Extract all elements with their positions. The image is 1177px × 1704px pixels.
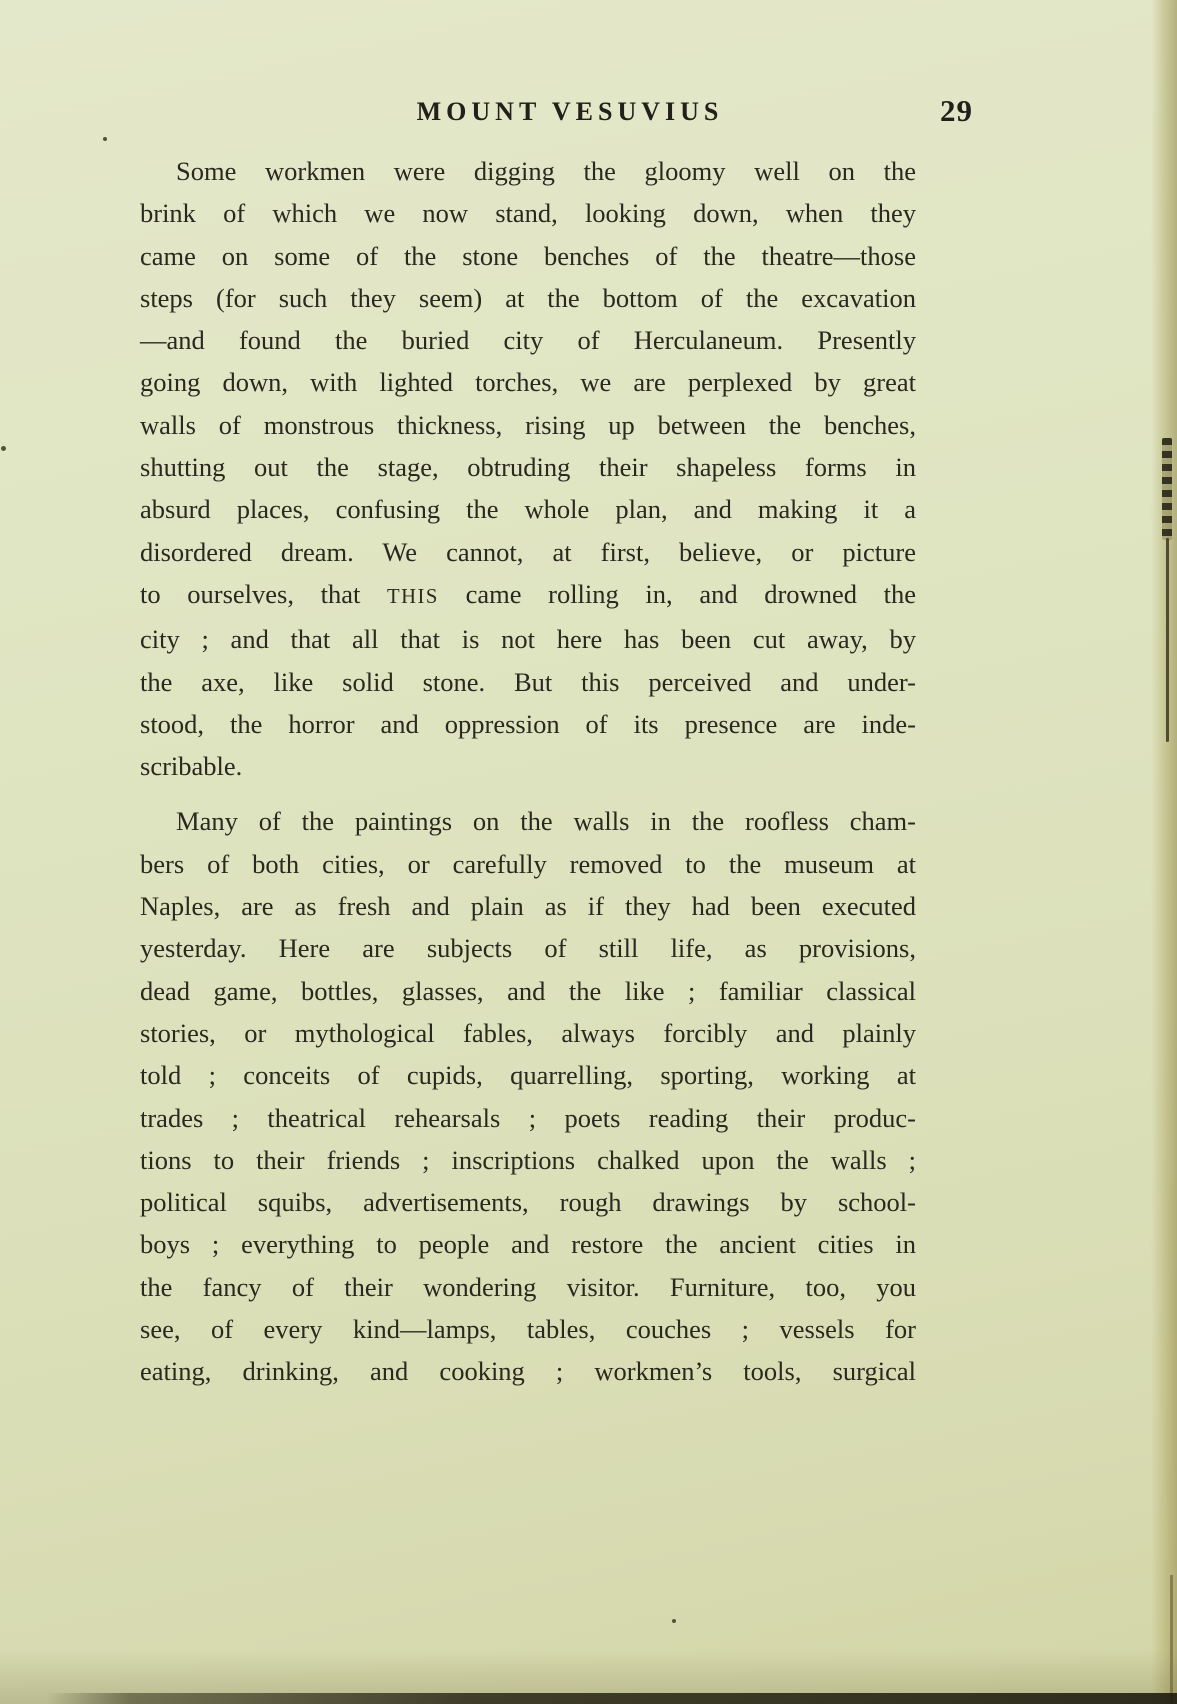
text-line: boys ; everything to people and restore the ancient cities in: [140, 1229, 916, 1260]
text-line: Some workmen were digging the gloomy well on the: [176, 156, 916, 186]
text-line: eating, drinking, and cooking ; workmen’s tools, surgical: [140, 1356, 916, 1387]
paper-speck: [103, 137, 107, 141]
text-line: stories, or mythological fables, always forcibly and plainly: [140, 1017, 916, 1048]
text-line: steps (for such they seem) at the bottom of the excavation: [140, 282, 916, 313]
body-text: [140, 150, 916, 1393]
text-line: disordered dream. We cannot, at first, believe, or picture: [140, 536, 916, 567]
text-line: Many of the paintings on the walls in the roofless cham-: [176, 806, 916, 837]
text-line: city ; and that all that is not here has been cut away, by: [140, 624, 916, 655]
text-line: bers of both cities, or carefully removed to the museum at: [140, 848, 916, 879]
text-line: political squibs, advertisements, rough drawings by school-: [140, 1187, 916, 1218]
text-line: absurd places, confusing the whole plan, and making it a: [140, 494, 916, 525]
text-line: [140, 573, 916, 618]
text-line: stood, the horror and oppression of its presence are inde-: [140, 708, 916, 739]
text-segment: came rolling in, and drowned the: [438, 578, 916, 609]
text-line: brink of which we now stand, looking down, when they: [140, 198, 916, 229]
text-segment: to ourselves, that: [140, 578, 388, 609]
paper-speck: [1, 446, 6, 451]
running-head: MOUNT VESUVIUS: [416, 97, 724, 126]
paper-speck: [672, 1619, 676, 1623]
text-line: walls of monstrous thickness, rising up between the benches,: [140, 409, 916, 440]
text-line: trades ; theatrical rehearsals ; poets reading their produc-: [140, 1102, 916, 1133]
text-line: came on some of the stone benches of the theatre—those: [140, 240, 916, 271]
text-line: scribable.: [140, 751, 243, 782]
text-line: dead game, bottles, glasses, and the like ; familiar classical: [140, 975, 916, 1006]
paragraph-2: [140, 800, 916, 1392]
text-line: told ; conceits of cupids, quarrelling, sporting, working at: [140, 1060, 916, 1091]
small-caps-this: THIS: [387, 585, 439, 608]
page-fore-edge: [1151, 0, 1177, 1704]
text-line: the fancy of their wondering visitor. Furniture, too, you: [140, 1271, 916, 1302]
text-line: yesterday. Here are subjects of still life, as provisions,: [140, 933, 916, 964]
fore-edge-marks: [1162, 438, 1172, 540]
paragraph-1: [140, 150, 916, 787]
text-line: Naples, are as fresh and plain as if they had been executed: [140, 891, 916, 922]
bottom-page-edge: [0, 1693, 1177, 1704]
page-number: 29: [940, 93, 973, 128]
text-line: —and found the buried city of Herculaneum. Presently: [140, 325, 916, 356]
text-line: the axe, like solid stone. But this perceived and under-: [140, 666, 916, 697]
text-line: shutting out the stage, obtruding their shapeless forms in: [140, 452, 916, 483]
text-line: see, of every kind—lamps, tables, couches ; vessels for: [140, 1314, 916, 1345]
text-line: going down, with lighted torches, we are perplexed by great: [140, 367, 916, 398]
fore-edge-crease: [1166, 538, 1169, 742]
text-line: tions to their friends ; inscriptions chalked upon the walls ;: [140, 1144, 916, 1175]
